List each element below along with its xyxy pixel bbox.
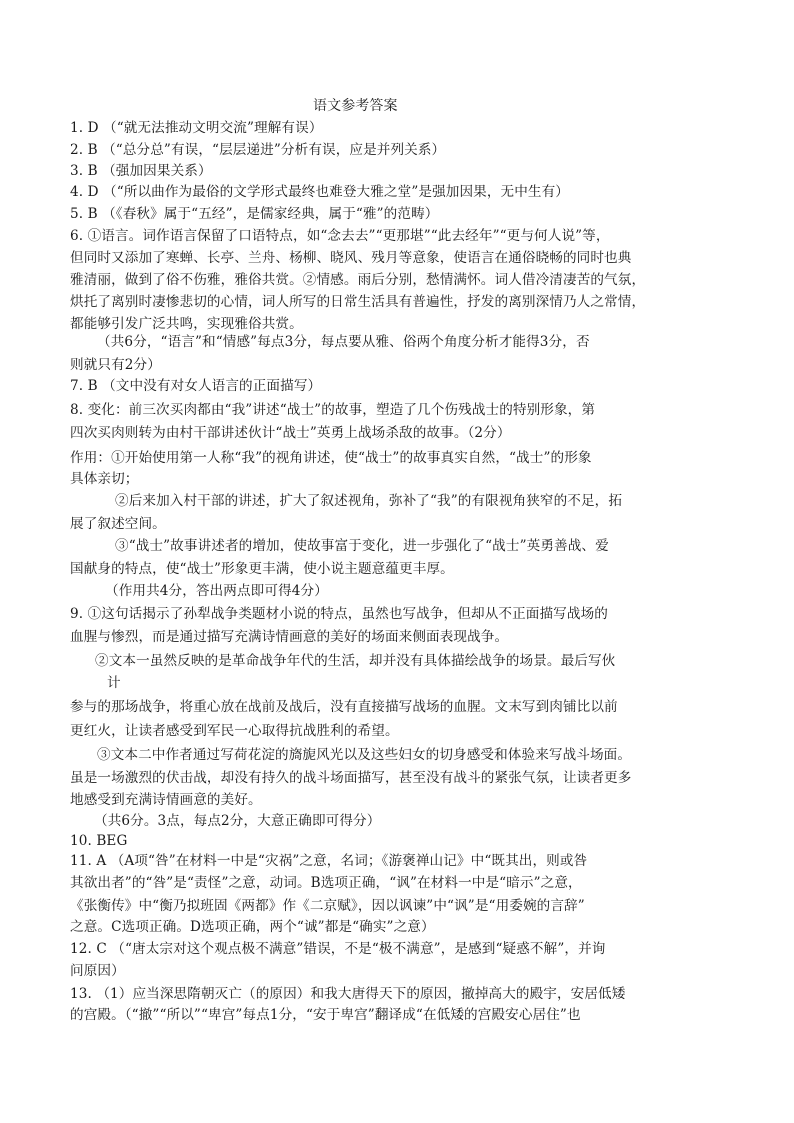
- answer-line: 的宫殿。（“撤”“所以”“卑宫”每点1分，“安于卑宫”翻译成“在低矮的宫殿安心居住”也: [70, 1007, 581, 1023]
- answer-line: 5. B （《春秋》属于“五经”，是儒家经典，属于“雅”的范畴）: [70, 206, 439, 222]
- answer-line: 地感受到充满诗情画意的美好。: [70, 792, 262, 808]
- answer-line: 9. ①这句话揭示了孙犁战争类题材小说的特点，虽然也写战争，但却从不正面描写战场的: [70, 606, 608, 622]
- answer-line: 之意。C选项正确。D选项正确，两个“诚”都是“确实”之意）: [70, 919, 435, 935]
- answer-line: 作用：①开始使用第一人称“我”的视角讲述，使“战士”的故事真实自然，“战士”的形象: [70, 450, 592, 466]
- answer-line: 都能够引发广泛共鸣，实现雅俗共赏。: [70, 316, 303, 332]
- answer-line: 4. D （“所以曲作为最俗的文学形式最终也难登大雅之堂”是强加因果，无中生有）: [70, 184, 570, 200]
- answer-line: 3. B （强加因果关系）: [70, 163, 212, 179]
- answer-line: 11. A （A项“咎”在材料一中是“灾祸”之意，名词；《游褒禅山记》中“既其出，则或咎: [70, 853, 588, 869]
- answer-line: 具体亲切；: [70, 471, 139, 487]
- answer-line: （作用共4分，答出两点即可得4分）: [105, 583, 328, 599]
- answer-line: 其欲出者”的“咎”是“责怪”之意，动词。B选项正确，“讽”在材料一中是“暗示”之意，: [70, 875, 582, 891]
- answer-line: 10. BEG: [70, 833, 128, 849]
- answer-line: 问原因）: [70, 963, 125, 979]
- answer-line: 国献身的特点，使“战士”形象更丰满，使小说主题意蕴更丰厚。: [70, 561, 454, 577]
- answer-line: 《张衡传》中“衡乃拟班固《两都》作《二京赋》，因以讽谏”中“讽”是“用委婉的言辞”: [70, 898, 585, 914]
- answer-line: 6. ①语言。词作语言保留了口语特点，如“念去去”“更那堪”“此去经年”“更与何人说”等，: [70, 228, 610, 244]
- answer-line: ②文本一虽然反映的是革命战争年代的生活，却并没有具体描绘战争的场景。最后写伙: [95, 653, 616, 669]
- answer-line: 8. 变化：前三次买肉都由“我”讲述“战士”的故事，塑造了几个伤残战士的特别形象，第: [70, 402, 596, 418]
- answer-line: ②后来加入村干部的讲述，扩大了叙述视角，弥补了“我”的有限视角狭窄的不足，拓: [115, 493, 623, 509]
- answer-line: （共6分，“语言”和“情感”每点3分，每点要从雅、俗两个角度分析才能得3分，否: [97, 334, 590, 350]
- answer-line: 但同时又添加了寒蝉、长亭、兰舟、杨柳、晓风、残月等意象，使语言在通俗晓畅的同时也典: [70, 250, 632, 266]
- answer-line: ③“战士”故事讲述者的增加，使故事富于变化，进一步强化了“战士”英勇善战、爱: [115, 538, 609, 554]
- answer-line: 则就只有2分）: [70, 357, 161, 373]
- answer-line: 雅清丽，做到了俗不伤雅，雅俗共赏。②情感。雨后分别，愁情满怀。词人借冷清凄苦的气氛，: [70, 272, 646, 288]
- answer-line: 7. B （文中没有对女人语言的正面描写）: [70, 378, 322, 394]
- answer-line: 计: [107, 675, 121, 691]
- answer-line: 烘托了离别时凄惨悲切的心情，词人所写的日常生活具有普遍性，抒发的离别深情乃人之常情，: [70, 294, 646, 310]
- answer-line: 参与的那场战争，将重心放在战前及战后，没有直接描写战场的血腥。文末写到肉铺比以前: [70, 699, 618, 715]
- answer-line: 1. D （“就无法推动文明交流”理解有误）: [70, 120, 323, 136]
- answer-line: （共6分。3点，每点2分，大意正确即可得分）: [94, 813, 381, 829]
- answer-line: 虽是一场激烈的伏击战，却没有持久的战斗场面描写，甚至没有战斗的紧张气氛，让读者更多: [70, 770, 632, 786]
- answer-line: 展了叙述空间。: [70, 516, 166, 532]
- answer-line: 四次买肉则转为由村干部讲述伙计“战士”英勇上战场杀敌的故事。（2分）: [70, 425, 511, 441]
- answer-line: 2. B （“总分总”有误，“层层递进”分析有误，应是并列关系）: [70, 142, 446, 158]
- page-title: 语文参考答案: [313, 98, 398, 114]
- answer-line: 13. （1）应当深思隋朝灭亡（的原因）和我大唐得天下的原因，撤掉高大的殿宇，安居低矮: [70, 986, 626, 1002]
- answer-line: 血腥与惨烈，而是通过描写充满诗情画意的美好的场面来侧面表现战争。: [70, 629, 509, 645]
- answer-line: 更红火，让读者感受到军民一心取得抗战胜利的希望。: [70, 723, 399, 739]
- answer-line: 12. C （“唐太宗对这个观点极不满意”错误，不是“极不满意”，是感到“疑惑不解”，并询: [70, 941, 606, 957]
- answer-line: ③文本二中作者通过写荷花淀的旖旎风光以及这些妇女的切身感受和体验来写战斗场面。: [97, 747, 632, 763]
